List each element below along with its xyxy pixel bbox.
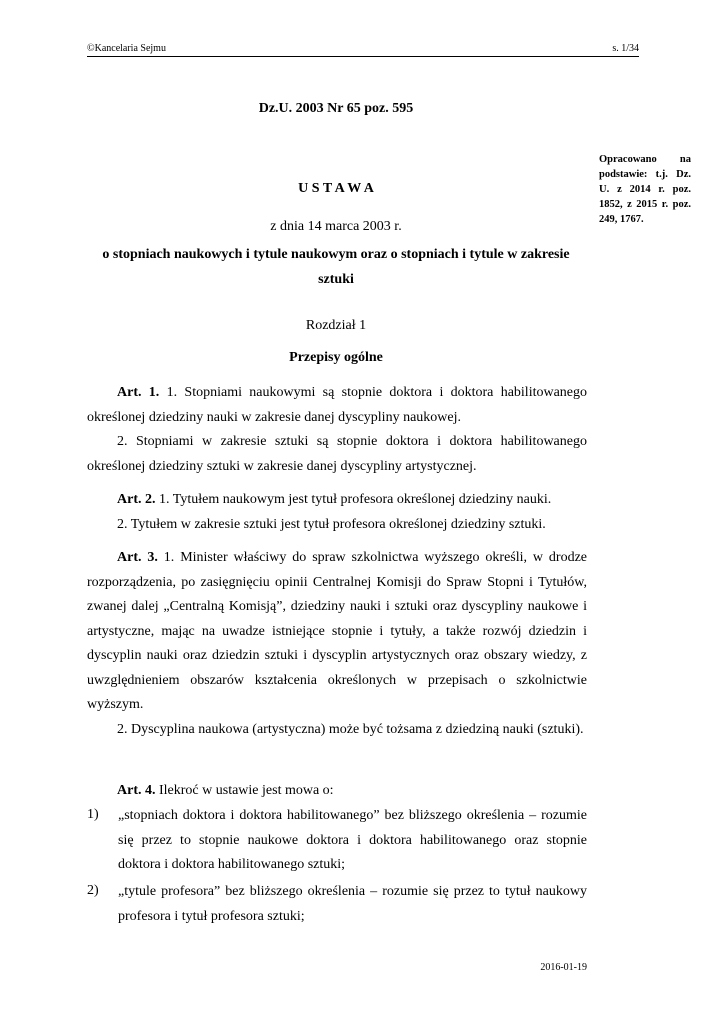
article-2-para-2: 2. Tytułem w zakresie sztuki jest tytuł profesora określonej dziedziny sztuki. <box>117 516 546 532</box>
act-type: U S T A W A <box>298 181 374 196</box>
chapter-number: Rozdział 1 <box>305 318 367 333</box>
act-title-line1: o stopniach naukowych i tytule naukowym oraz o stopniach i tytule w zakresie <box>102 247 570 262</box>
article-1-label: Art. 1. <box>117 385 160 400</box>
article-2 <box>87 488 587 537</box>
article-3-label: Art. 3. <box>117 550 158 565</box>
doc-reference: Dz.U. 2003 Nr 65 poz. 595 <box>258 101 414 116</box>
article-2-para-1: Art. 2. 1. Tytułem naukowym jest tytuł profesora określonej dziedziny nauki. <box>117 492 552 507</box>
article-2-label: Art. 2. <box>117 492 156 507</box>
chapter-title: Przepisy ogólne <box>289 350 383 365</box>
article-1-para-1: Art. 1. 1. Stopniami naukowymi są stopnie doktora i doktora habilitowanego określonej dziedziny nauki w zakresie danej dyscypliny naukowej. <box>87 385 588 425</box>
footer-date: 2016-01-19 <box>540 962 587 973</box>
act-date: z dnia 14 marca 2003 r. <box>270 219 402 234</box>
article-4 <box>87 779 587 804</box>
list-item: „tytule profesora” bez bliższego określenia – rozumie się przez to tytuł naukowy profesora i tytuł profesora sztuki; <box>118 884 587 924</box>
act-title-line2: sztuki <box>318 272 354 287</box>
article-1 <box>87 381 587 479</box>
article-4-label: Art. 4. <box>117 783 156 798</box>
header-divider <box>87 56 639 57</box>
list-item-number: 2) <box>87 883 99 898</box>
article-3-para-2: 2. Dyscyplina naukowa (artystyczna) może być tożsama z dziedziną nauki (sztuki). <box>117 721 584 737</box>
page-number: s. 1/34 <box>612 43 639 54</box>
list-item: „stopniach doktora i doktora habilitowanego” bez bliższego określenia – rozumie się przez to stopnie naukowe doktora i doktora habilitowanego oraz stopnie doktora i doktora habilitowanego sztuki; <box>118 808 587 872</box>
header-source: ©Kancelaria Sejmu <box>87 43 166 54</box>
article-3-para-1: Art. 3. 1. Minister właściwy do spraw szkolnictwa wyższego określi, w drodze rozporządzenia, po zasięgnięciu opinii Centralnej Komisji do Spraw Stopni i Tytułów, zwanej dalej „Centralną Komisją”, dziedziny nauki i sztuki oraz dyscypliny naukowe i artystyczne, mając na uwadze istniejące stopnie i tytuły, a także rozwój dziedzin i dyscyplin nauki oraz dziedzin sztuki i dyscyplin artystycznych oraz obszary wiedzy, z uwzględnieniem obszarów kształcenia określonych w przepisach o szkolnictwie wyższym. <box>87 550 588 712</box>
article-4-intro: Art. 4. Ilekroć w ustawie jest mowa o: <box>117 783 334 798</box>
side-note: Opracowano na podstawie: t.j. Dz. U. z 2014 r. poz. 1852, z 2015 r. poz. 249, 1767. <box>599 154 691 225</box>
list-item-number: 1) <box>87 807 99 822</box>
article-1-para-2: 2. Stopniami w zakresie sztuki są stopnie doktora i doktora habilitowanego określonej dziedziny sztuki w zakresie danej dyscypliny artystycznej. <box>87 434 587 474</box>
article-3 <box>87 546 587 742</box>
